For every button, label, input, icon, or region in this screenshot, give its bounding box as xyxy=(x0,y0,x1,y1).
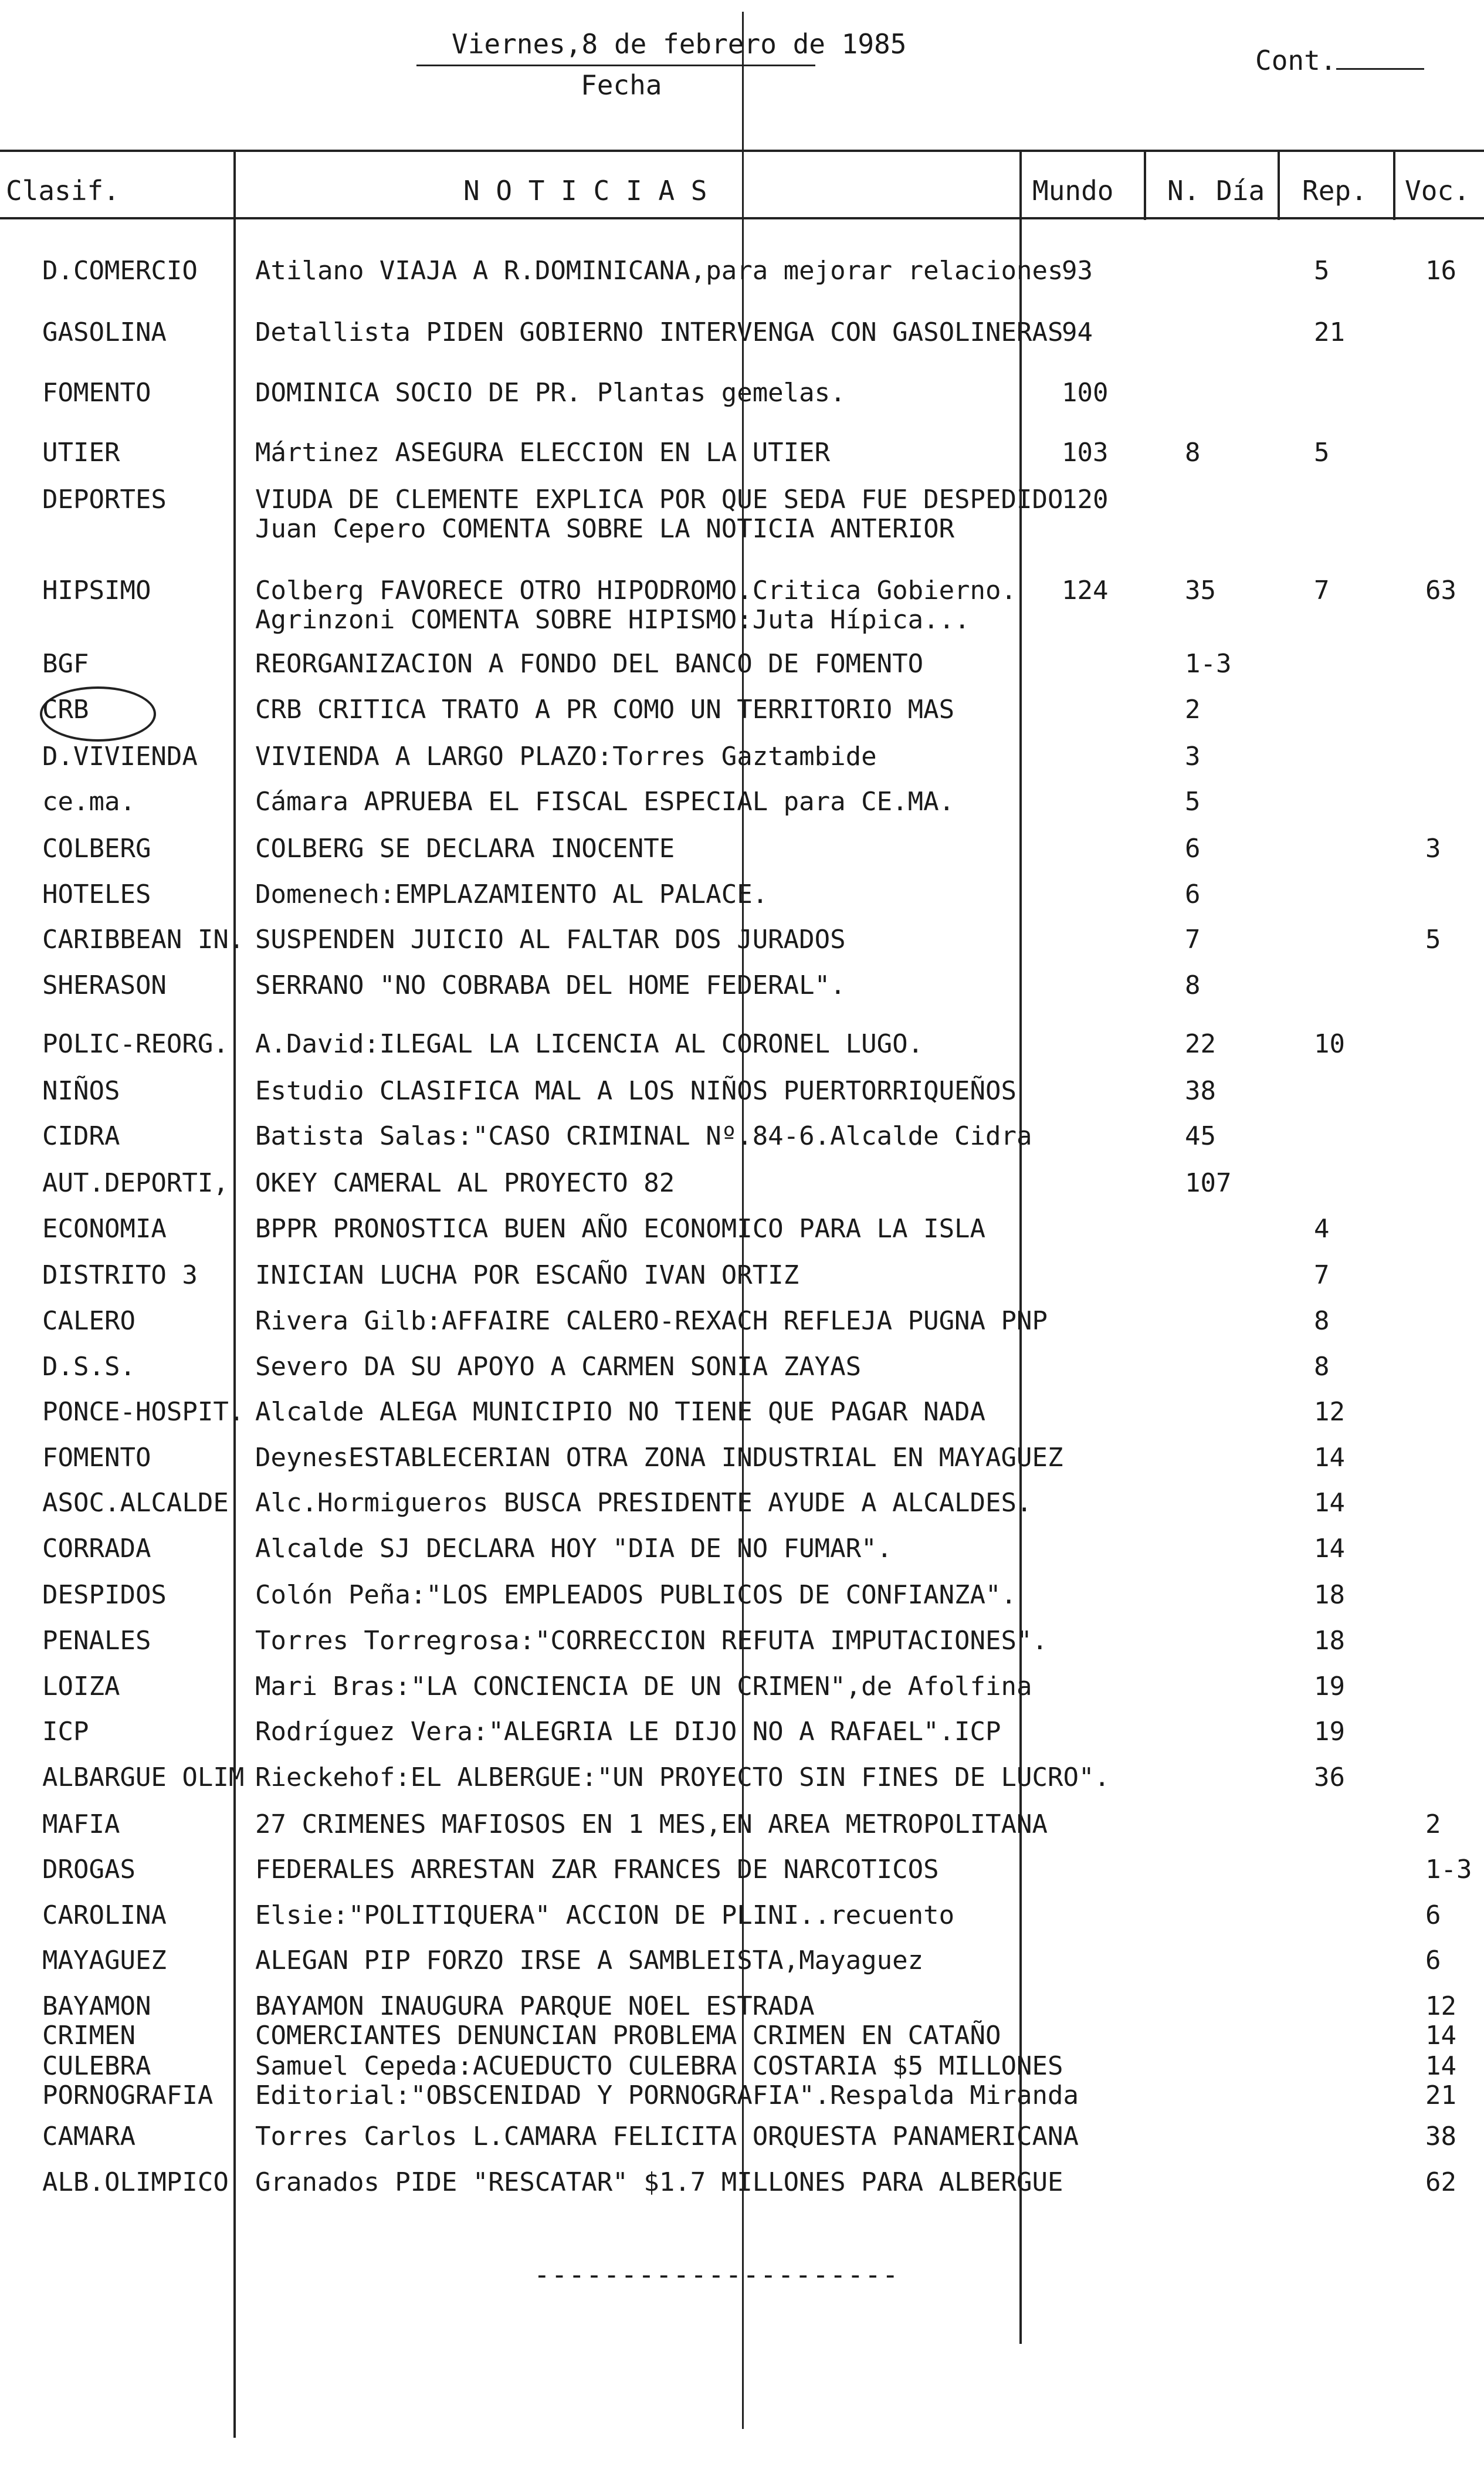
row-noticia: COLBERG SE DECLARA INOCENTE xyxy=(255,834,675,864)
row-rep: 14 xyxy=(1314,1534,1345,1564)
row-rep: 12 xyxy=(1314,1397,1345,1427)
row-clasif: CIDRA xyxy=(42,1121,120,1151)
row-voc: 38 xyxy=(1425,2122,1456,2151)
row-rep: 14 xyxy=(1314,1443,1345,1473)
row-clasif: ECONOMIA xyxy=(42,1214,167,1244)
row-clasif: HOTELES xyxy=(42,879,151,909)
row-n-dia: 8 xyxy=(1185,970,1201,1000)
row-noticia: FEDERALES ARRESTAN ZAR FRANCES DE NARCOTICOS xyxy=(255,1855,939,1884)
row-n-dia: 3 xyxy=(1185,742,1201,772)
row-noticia: Editorial:"OBSCENIDAD Y PORNOGRAFIA".Respalda Miranda xyxy=(255,2080,1079,2110)
row-noticia: Mártinez ASEGURA ELECCION EN LA UTIER xyxy=(255,438,831,468)
row-noticia: SERRANO "NO COBRABA DEL HOME FEDERAL". xyxy=(255,970,846,1000)
row-noticia: Domenech:EMPLAZAMIENTO AL PALACE. xyxy=(255,879,768,909)
row-n-dia: 2 xyxy=(1185,695,1201,725)
row-clasif: PORNOGRAFIA xyxy=(42,2080,214,2110)
row-rep: 7 xyxy=(1314,576,1330,605)
row-voc: 3 xyxy=(1425,834,1441,864)
row-voc: 16 xyxy=(1425,256,1456,286)
row-mundo: 120 xyxy=(1062,485,1109,515)
row-clasif: CARIBBEAN IN. xyxy=(42,925,245,955)
row-clasif: COLBERG xyxy=(42,834,151,864)
col-divider-clasif xyxy=(233,150,236,2438)
date-label: Fecha xyxy=(581,69,662,101)
row-clasif: GASOLINA xyxy=(42,317,167,347)
row-clasif: ICP xyxy=(42,1717,89,1747)
row-clasif: PENALES xyxy=(42,1626,151,1656)
row-voc: 5 xyxy=(1425,925,1441,955)
row-noticia: Estudio CLASIFICA MAL A LOS NIÑOS PUERTORRIQUEÑOS xyxy=(255,1076,1017,1106)
row-noticia: Rieckehof:EL ALBERGUE:"UN PROYECTO SIN FINES DE LUCRO". xyxy=(255,1762,1110,1792)
row-noticia: 27 CRIMENES MAFIOSOS EN 1 MES,EN AREA METROPOLITANA xyxy=(255,1809,1048,1839)
row-clasif: D.S.S. xyxy=(42,1352,135,1382)
row-noticia: BAYAMON INAUGURA PARQUE NOEL ESTRADA xyxy=(255,1991,815,2021)
row-rep: 19 xyxy=(1314,1717,1345,1747)
row-rep: 21 xyxy=(1314,317,1345,347)
row-noticia: DOMINICA SOCIO DE PR. Plantas gemelas. xyxy=(255,378,846,408)
row-voc: 6 xyxy=(1425,1900,1441,1930)
row-noticia: ALEGAN PIP FORZO IRSE A SAMBLEISTA,Mayaguez xyxy=(255,1946,924,1975)
row-clasif: ce.ma. xyxy=(42,787,135,817)
row-rep: 19 xyxy=(1314,1672,1345,1701)
cont-blank-line xyxy=(1336,68,1424,70)
row-clasif: BGF xyxy=(42,649,89,679)
row-noticia: Rodríguez Vera:"ALEGRIA LE DIJO NO A RAFAEL".ICP xyxy=(255,1717,1001,1747)
row-clasif: CULEBRA xyxy=(42,2051,151,2081)
row-noticia: Colón Peña:"LOS EMPLEADOS PUBLICOS DE CONFIANZA". xyxy=(255,1580,1017,1610)
row-n-dia: 107 xyxy=(1185,1168,1232,1198)
row-noticia: CRB CRITICA TRATO A PR COMO UN TERRITORIO MAS xyxy=(255,695,955,725)
row-rep: 18 xyxy=(1314,1626,1345,1656)
row-rep: 5 xyxy=(1314,438,1330,468)
row-clasif: UTIER xyxy=(42,438,120,468)
row-clasif: ALB.OLIMPICO xyxy=(42,2167,229,2197)
col-header-ndia: N. Día xyxy=(1167,175,1265,207)
row-clasif: ALBARGUE OLIM xyxy=(42,1762,245,1792)
row-noticia: Atilano VIAJA A R.DOMINICANA,para mejorar relaciones xyxy=(255,256,1063,286)
col-header-voc: Voc. xyxy=(1405,175,1470,207)
row-voc: 63 xyxy=(1425,576,1456,605)
row-noticia: Batista Salas:"CASO CRIMINAL Nº.84-6.Alcalde Cidra xyxy=(255,1121,1032,1151)
continuation-label xyxy=(1255,45,1424,76)
row-noticia: SUSPENDEN JUICIO AL FALTAR DOS JURADOS xyxy=(255,925,846,955)
row-clasif: CRIMEN xyxy=(42,2021,135,2051)
row-voc: 14 xyxy=(1425,2051,1456,2081)
row-clasif: CAMARA xyxy=(42,2122,135,2151)
row-voc: 1-3 xyxy=(1425,1855,1472,1884)
row-clasif: HIPSIMO xyxy=(42,576,151,605)
row-noticia: Rivera Gilb:AFFAIRE CALERO-REXACH REFLEJA PUGNA PNP xyxy=(255,1306,1048,1336)
row-noticia: Alcalde ALEGA MUNICIPIO NO TIENE QUE PAGAR NADA xyxy=(255,1397,986,1427)
row-clasif: MAFIA xyxy=(42,1809,120,1839)
row-n-dia: 38 xyxy=(1185,1076,1216,1106)
row-noticia: VIUDA DE CLEMENTE EXPLICA POR QUE SEDA FUE DESPEDIDO xyxy=(255,485,1063,515)
row-rep: 7 xyxy=(1314,1260,1330,1290)
row-mundo: 100 xyxy=(1062,378,1109,408)
row-clasif: NIÑOS xyxy=(42,1076,120,1106)
row-rep: 8 xyxy=(1314,1352,1330,1382)
row-clasif: DROGAS xyxy=(42,1855,135,1884)
row-clasif: CAROLINA xyxy=(42,1900,167,1930)
row-clasif: PONCE-HOSPIT. xyxy=(42,1397,245,1427)
row-noticia: Torres Torregrosa:"CORRECCION REFUTA IMPUTACIONES". xyxy=(255,1626,1048,1656)
row-noticia: Severo DA SU APOYO A CARMEN SONIA ZAYAS xyxy=(255,1352,862,1382)
row-clasif: DESPIDOS xyxy=(42,1580,167,1610)
row-clasif: D.VIVIENDA xyxy=(42,742,198,772)
row-noticia-line2: Juan Cepero COMENTA SOBRE LA NOTICIA ANTERIOR xyxy=(255,514,955,544)
row-clasif: POLIC-REORG. xyxy=(42,1029,229,1059)
col-header-noticias: N O T I C I A S xyxy=(463,175,707,207)
row-clasif: CALERO xyxy=(42,1306,135,1336)
cont-text: Cont. xyxy=(1255,45,1337,76)
row-n-dia: 1-3 xyxy=(1185,649,1232,679)
row-noticia: COMERCIANTES DENUNCIAN PROBLEMA CRIMEN EN CATAÑO xyxy=(255,2021,1001,2051)
row-noticia: Elsie:"POLITIQUERA" ACCION DE PLINI..recuento xyxy=(255,1900,955,1930)
row-noticia: OKEY CAMERAL AL PROYECTO 82 xyxy=(255,1168,675,1198)
col-header-mundo: Mundo xyxy=(1032,175,1114,207)
row-voc: 6 xyxy=(1425,1946,1441,1975)
row-noticia: Colberg FAVORECE OTRO HIPODROMO.Critica Gobierno. xyxy=(255,576,1017,605)
row-noticia: Alc.Hormigueros BUSCA PRESIDENTE AYUDE A ALCALDES. xyxy=(255,1488,1032,1518)
row-noticia: Alcalde SJ DECLARA HOY "DIA DE NO FUMAR". xyxy=(255,1534,893,1564)
row-voc: 62 xyxy=(1425,2167,1456,2197)
row-noticia: BPPR PRONOSTICA BUEN AÑO ECONOMICO PARA LA ISLA xyxy=(255,1214,986,1244)
row-n-dia: 8 xyxy=(1185,438,1201,468)
row-clasif: AUT.DEPORTI, xyxy=(42,1168,229,1198)
row-noticia: DeynesESTABLECERIAN OTRA ZONA INDUSTRIAL EN MAYAGUEZ xyxy=(255,1443,1063,1473)
row-clasif: DISTRITO 3 xyxy=(42,1260,198,1290)
row-noticia-line2: Agrinzoni COMENTA SOBRE HIPISMO:Juta Hípica... xyxy=(255,605,970,635)
row-rep: 36 xyxy=(1314,1762,1345,1792)
col-divider-ndia xyxy=(1144,150,1146,220)
col-divider-voc xyxy=(1393,150,1395,220)
row-noticia: INICIAN LUCHA POR ESCAÑO IVAN ORTIZ xyxy=(255,1260,799,1290)
row-voc: 2 xyxy=(1425,1809,1441,1839)
row-clasif: DEPORTES xyxy=(42,485,167,515)
row-noticia: Detallista PIDEN GOBIERNO INTERVENGA CON GASOLINERAS xyxy=(255,317,1063,347)
col-header-rep: Rep. xyxy=(1302,175,1367,207)
row-noticia: Mari Bras:"LA CONCIENCIA DE UN CRIMEN",de Afolfina xyxy=(255,1672,1032,1701)
row-n-dia: 22 xyxy=(1185,1029,1216,1059)
row-rep: 10 xyxy=(1314,1029,1345,1059)
row-noticia: VIVIENDA A LARGO PLAZO:Torres Gaztambide xyxy=(255,742,877,772)
row-noticia: Torres Carlos L.CAMARA FELICITA ORQUESTA PANAMERICANA xyxy=(255,2122,1079,2151)
row-voc: 12 xyxy=(1425,1991,1456,2021)
col-divider-rep xyxy=(1278,150,1280,220)
row-rep: 14 xyxy=(1314,1488,1345,1518)
row-noticia: Samuel Cepeda:ACUEDUCTO CULEBRA COSTARIA $5 MILLONES xyxy=(255,2051,1063,2081)
date-header-text: Viernes,8 de febrero de 1985 xyxy=(452,28,907,60)
row-voc: 14 xyxy=(1425,2021,1456,2051)
row-rep: 18 xyxy=(1314,1580,1345,1610)
row-clasif: FOMENTO xyxy=(42,378,151,408)
row-n-dia: 7 xyxy=(1185,925,1201,955)
row-clasif: D.COMERCIO xyxy=(42,256,198,286)
col-divider-mundo xyxy=(1019,150,1022,2344)
row-clasif: FOMENTO xyxy=(42,1443,151,1473)
date-header-rule xyxy=(416,65,815,66)
row-clasif: ASOC.ALCALDE xyxy=(42,1488,229,1518)
row-n-dia: 45 xyxy=(1185,1121,1216,1151)
row-mundo: 103 xyxy=(1062,438,1109,468)
row-mundo: 124 xyxy=(1062,576,1109,605)
row-n-dia: 5 xyxy=(1185,787,1201,817)
row-clasif: CRB xyxy=(42,695,89,725)
row-mundo: 93 xyxy=(1062,256,1093,286)
row-clasif: MAYAGUEZ xyxy=(42,1946,167,1975)
row-noticia: A.David:ILEGAL LA LICENCIA AL CORONEL LUGO. xyxy=(255,1029,924,1059)
closing-dashes: --------------------- xyxy=(534,2259,900,2290)
row-rep: 8 xyxy=(1314,1306,1330,1336)
row-mundo: 94 xyxy=(1062,317,1093,347)
row-noticia: REORGANIZACION A FONDO DEL BANCO DE FOMENTO xyxy=(255,649,924,679)
row-n-dia: 6 xyxy=(1185,834,1201,864)
row-rep: 4 xyxy=(1314,1214,1330,1244)
row-noticia: Granados PIDE "RESCATAR" $1.7 MILLONES PARA ALBERGUE xyxy=(255,2167,1063,2197)
row-noticia: Cámara APRUEBA EL FISCAL ESPECIAL para CE.MA. xyxy=(255,787,955,817)
row-n-dia: 6 xyxy=(1185,879,1201,909)
row-rep: 5 xyxy=(1314,256,1330,286)
row-voc: 21 xyxy=(1425,2080,1456,2110)
row-clasif: CORRADA xyxy=(42,1534,151,1564)
row-clasif: LOIZA xyxy=(42,1672,120,1701)
row-n-dia: 35 xyxy=(1185,576,1216,605)
row-clasif: BAYAMON xyxy=(42,1991,151,2021)
row-clasif: SHERASON xyxy=(42,970,167,1000)
col-header-clasif: Clasif. xyxy=(6,175,120,207)
